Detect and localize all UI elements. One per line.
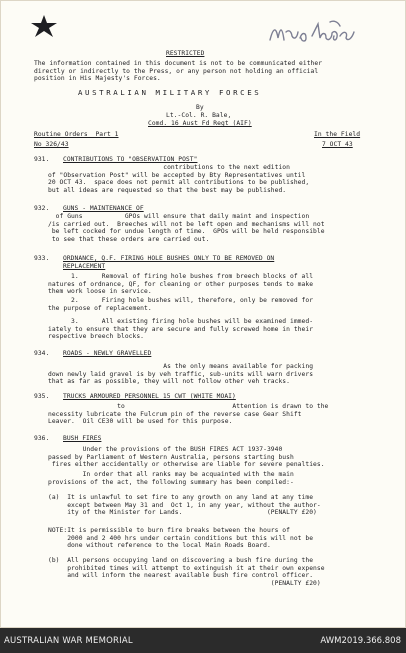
order-936-number: 936.: [34, 435, 50, 442]
order-936-note-line: done without reference to the local Main Roads Board.: [48, 542, 271, 550]
order-933-line: natures of ordnance, QF, for cleaning or other purposes tends to make: [48, 280, 314, 288]
order-935-line: necessity lubricate the Fulcrum pin of the reverse case Gear Shift: [48, 410, 302, 418]
order-932-line: be left cocked for undue length of time. GPOs will be held responsible: [48, 228, 325, 236]
star-stamp-mark: [30, 14, 58, 38]
order-933-line: iately to ensure that they are secure and fully screwed home in their: [48, 325, 314, 333]
order-932-line: /is carried out. Breeches will not be left open and mechanisms will not: [48, 220, 325, 228]
order-936-line: (b) All persons occupying land on discovering a bush fire during the: [48, 557, 314, 564]
archive-name: AUSTRALIAN WAR MEMORIAL: [4, 636, 133, 646]
order-932-number: 932.: [34, 205, 50, 212]
order-931-line: contributions to the next edition: [48, 164, 290, 171]
notice-line-1: The information contained in this document is not to be communicated either: [34, 60, 323, 67]
author-name: Lt.-Col. R. Bale,: [166, 112, 232, 119]
order-935-line: to Attention is drawn to the: [48, 403, 329, 410]
order-933-line: them work loose in service.: [48, 288, 152, 296]
order-931-number: 931.: [34, 156, 50, 163]
order-936-note-line: NOTE:It is permissible to burn fire breaks between the hours of: [48, 527, 290, 534]
order-933-line: 3. All existing firing hole bushes will be examined immed-: [48, 318, 314, 325]
order-936-line: provisions of the act, the following summary has been compiled:-: [48, 478, 294, 486]
order-931-line: of "Observation Post" will be accepted by Bty Representatives until: [48, 171, 306, 179]
document-title: AUSTRALIAN MILITARY FORCES: [78, 88, 262, 97]
order-936-note-line: 2000 and 2 400 hrs under certain conditions but this will not be: [48, 534, 314, 542]
order-933-line: the purpose of replacement.: [48, 304, 152, 312]
order-933-line: respective breech blocks.: [48, 333, 145, 341]
order-936-line: except between May 31 and Oct 1, in any year, without the author-: [48, 501, 321, 509]
routine-orders-label: Routine Orders Part 1: [34, 131, 119, 138]
order-933-line: 1. Removal of firing hole bushes from breech blocks of all: [48, 273, 314, 280]
order-931-line: but all ideas are requested so that the best may be published.: [48, 186, 287, 194]
order-936-line: passed by Parliament of Western Australia, persons starting bush: [48, 453, 294, 461]
order-935-number: 935.: [34, 393, 50, 400]
order-936-line: Under the provisions of the BUSH FIRES ACT 1937-3940: [48, 446, 283, 453]
document-date: 7 OCT 43: [322, 141, 353, 148]
order-931-line: 20 OCT 43. space does not permit all contributions to be published,: [48, 179, 310, 187]
order-936-line: and will inform the nearest available bush fire control officer.: [48, 572, 314, 580]
archive-footer-bar: [0, 628, 406, 653]
by-label: By: [196, 104, 204, 111]
location-label: In the Field: [314, 131, 361, 138]
order-932-title: GUNS - MAINTENANCE OF: [63, 205, 144, 212]
order-933-line: 2. Firing hole bushes will, therefore, only be removed for: [48, 297, 314, 304]
order-933-title: ORDNANCE, Q.F. FIRING HOLE BUSHES ONLY TO BE REMOVED ON: [63, 255, 275, 262]
order-935-title: TRUCKS ARMOURED PERSONNEL 15 CWT (WHITE MOAI): [63, 393, 236, 400]
order-936-line: In order that all ranks may be acquainted with the main: [48, 471, 294, 478]
order-935-line: Leaver. Oil CE30 will be used for this purpose.: [48, 418, 233, 426]
order-934-line: As the only means available for packing: [48, 363, 314, 370]
order-934-line: that as far as possible, they will not follow other veh tracks.: [48, 378, 290, 386]
order-936-title: BUSH FIRES: [63, 435, 102, 442]
archive-reference-id: AWM2019.366.808: [320, 636, 401, 646]
order-933-number: 933.: [34, 255, 50, 262]
notice-line-2: directly or indirectly to the Press, or any person not holding an official: [34, 67, 319, 75]
order-932-line: to see that these orders are carried out.: [48, 235, 210, 243]
unit-name: Comd. 16 Aust Fd Regt (AIF): [148, 120, 252, 127]
order-number: No 326/43: [34, 141, 69, 148]
order-936-line: (PENALTY £20): [48, 579, 321, 587]
restricted-heading: RESTRICTED: [166, 50, 205, 57]
order-933-title-continued: REPLACEMENT: [63, 262, 106, 270]
notice-line-3: position in His Majesty's Forces.: [34, 75, 161, 83]
order-931-title: CONTRIBUTIONS TO "OBSERVATION POST": [63, 156, 198, 163]
order-936-line: (a) It is unlawful to set fire to any growth on any land at any time: [48, 494, 314, 501]
order-936-line: prohibited times will attempt to extinguish it at their own expense: [48, 564, 325, 572]
order-934-number: 934.: [34, 350, 50, 357]
order-936-line: ity of the Minister for Lands. (PENALTY £20): [48, 509, 317, 517]
order-934-title: ROADS - NEWLY GRAVELLED: [63, 350, 152, 357]
order-932-line: of Guns GPOs will ensure that daily maint and inspection: [48, 213, 310, 220]
order-934-line: down newly laid gravel is by veh traffic, sub-units will warn drivers: [48, 370, 314, 378]
handwritten-signature: [268, 18, 368, 56]
order-936-line: fires either accidentally or otherwise are liable for severe penalties.: [48, 461, 325, 469]
